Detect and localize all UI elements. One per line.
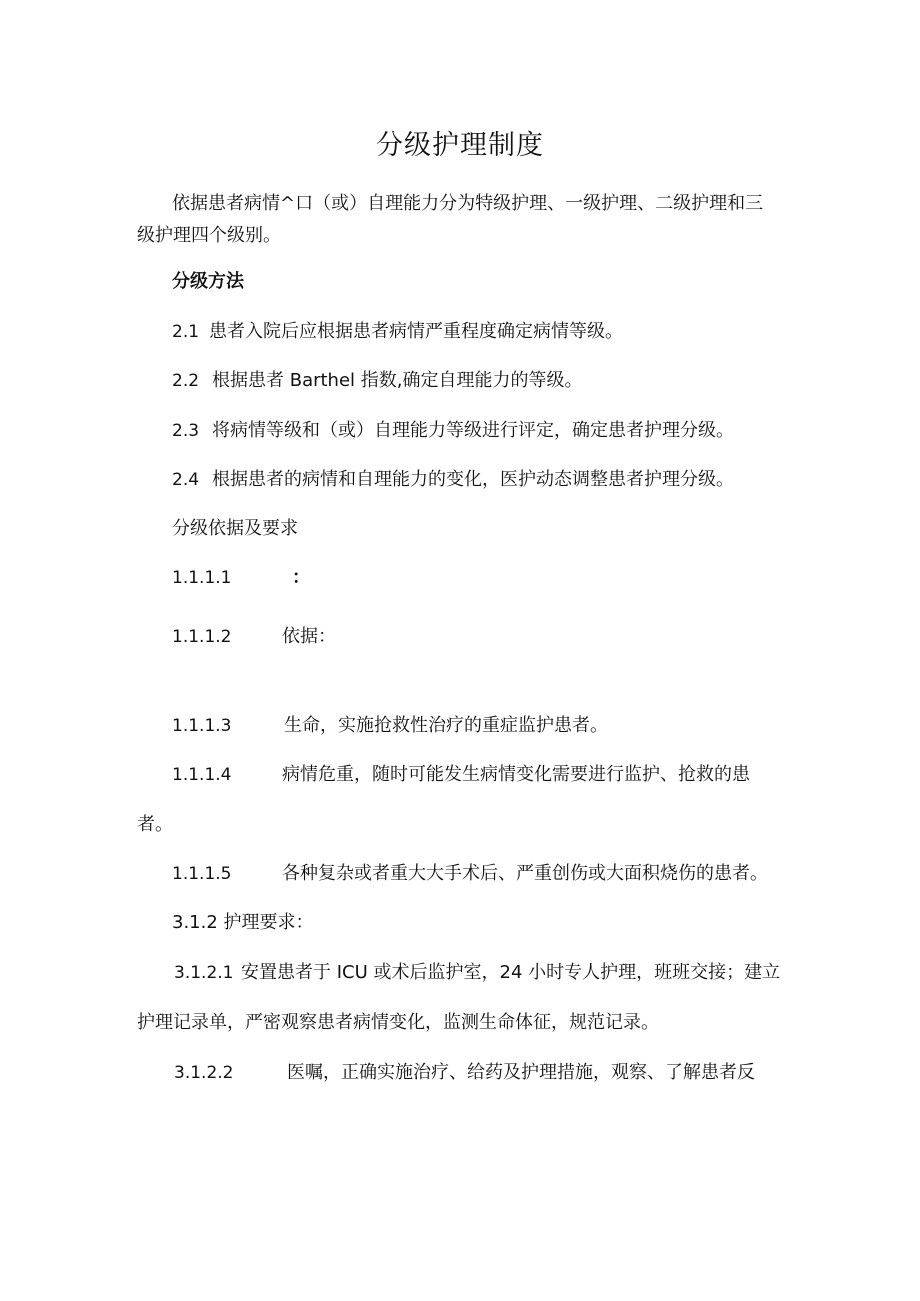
method-item-text: 根据患者 Barthel 指数,确定自理能力的等级。 xyxy=(212,370,583,391)
basis-item-number: 1.1.1.2 xyxy=(172,627,232,647)
basis-item-text: 病情危重，随时可能发生病情变化需要进行监护、抢救的患 xyxy=(282,764,750,785)
basis-item-text: 生命，实施抢救性治疗的重症监护患者。 xyxy=(284,715,608,736)
basis-item-text: 依据： xyxy=(282,626,336,647)
section-heading-method: 分级方法 xyxy=(172,271,244,292)
method-item-text: 患者入院后应根据患者病情严重程度确定病情等级。 xyxy=(209,321,623,342)
requirement-item-number: 3.1.2.1 xyxy=(174,963,234,983)
requirement-item-continuation: 护理记录单，严密观察患者病情变化，监测生命体征，规范记录。 xyxy=(137,1012,659,1033)
method-item-number: 2.4 xyxy=(172,470,200,490)
basis-item-text: ： xyxy=(292,567,310,588)
section-heading-basis: 分级依据及要求 xyxy=(172,518,298,539)
document-title: 分级护理制度 xyxy=(376,130,544,161)
method-item-number: 2.1 xyxy=(172,322,200,342)
basis-item-number: 1.1.1.3 xyxy=(172,716,232,736)
requirement-item-text: 医嘱，正确实施治疗、给药及护理措施，观察、了解患者反 xyxy=(287,1062,755,1083)
method-item-text: 根据患者的病情和自理能力的变化，医护动态调整患者护理分级。 xyxy=(212,469,734,490)
method-item-number: 2.2 xyxy=(172,371,200,391)
method-item-text: 将病情等级和（或）自理能力等级进行评定，确定患者护理分级。 xyxy=(212,420,734,441)
basis-item-number: 1.1.1.4 xyxy=(172,765,232,785)
basis-item-continuation: 者。 xyxy=(137,814,173,835)
basis-item-number: 1.1.1.1 xyxy=(172,568,232,588)
requirement-item-text: 安置患者于 ICU 或术后监护室，24 小时专人护理，班班交接；建立 xyxy=(241,962,781,983)
intro-line-2: 级护理四个级别。 xyxy=(137,225,281,246)
section-heading-requirements: 3.1.2 护理要求： xyxy=(172,912,314,933)
requirement-item-number: 3.1.2.2 xyxy=(174,1063,234,1083)
intro-line-1: 依据患者病情^口（或）自理能力分为特级护理、一级护理、二级护理和三 xyxy=(172,193,764,214)
basis-item-number: 1.1.1.5 xyxy=(172,864,232,884)
method-item-number: 2.3 xyxy=(172,421,200,441)
basis-item-text: 各种复杂或者重大大手术后、严重创伤或大面积烧伤的患者。 xyxy=(282,863,768,884)
